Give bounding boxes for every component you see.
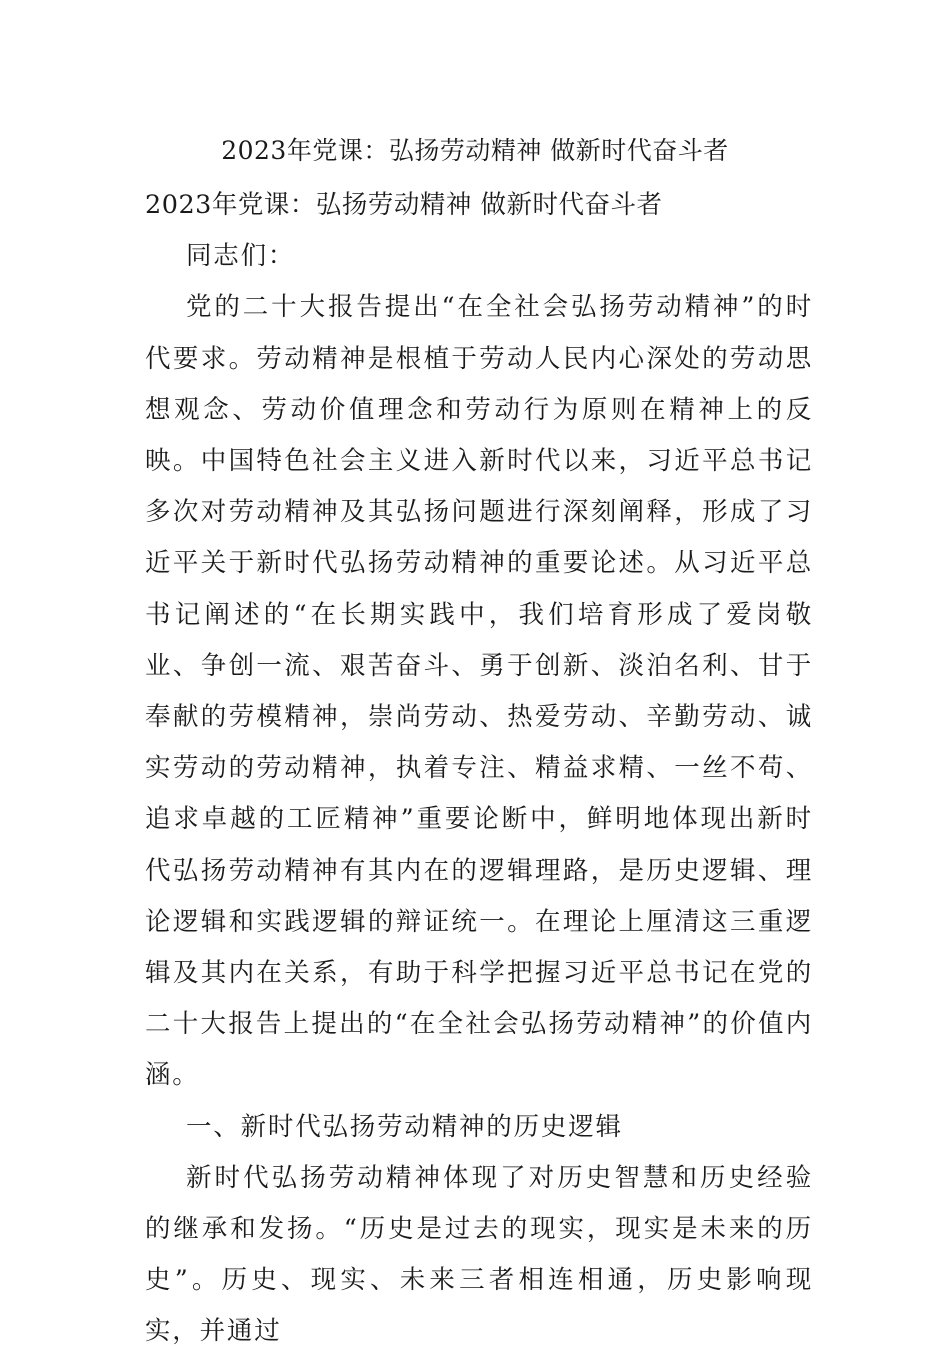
document-subtitle: 2023年党课：弘扬劳动精神 做新时代奋斗者 [145, 190, 663, 220]
document-body [145, 180, 813, 1358]
section-heading: 一、新时代弘扬劳动精神的历史逻辑 [186, 1111, 623, 1142]
document-title: 2023年党课：弘扬劳动精神 做新时代奋斗者 [221, 136, 729, 165]
greeting: 同志们： [186, 241, 296, 272]
section-paragraph: 新时代弘扬劳动精神体现了对历史智慧和历史经验的继承和发扬。“历史是过去的现实，现实是未来的历史”。历史、现实、未来三者相连相通，历史影响现实，并通过 [145, 1162, 813, 1347]
body-paragraph: 党的二十大报告提出“在全社会弘扬劳动精神”的时代要求。劳动精神是根植于劳动人民内心深处的劳动思想观念、劳动价值理念和劳动行为原则在精神上的反映。中国特色社会主义进入新时代以来，习近平总书记多次对劳动精神及其弘扬问题进行深刻阐释，形成了习近平关于新时代弘扬劳动精神的重要论述。从习近平总书记阐述的“在长期实践中，我们培育形成了爱岗敬业、争创一流、艰苦奋斗、勇于创新、淡泊名利、甘于奉献的劳模精神，崇尚劳动、热爱劳动、辛勤劳动、诚实劳动的劳动精神，执着专注、精益求精、一丝不苟、追求卓越的工匠精神”重要论断中，鲜明地体现出新时代弘扬劳动精神有其内在的逻辑理路，是历史逻辑、理论逻辑和实践逻辑的辩证统一。在理论上厘清这三重逻辑及其内在关系，有助于科学把握习近平总书记在党的二十大报告上提出的“在全社会弘扬劳动精神”的价值内涵。 [145, 292, 813, 1091]
